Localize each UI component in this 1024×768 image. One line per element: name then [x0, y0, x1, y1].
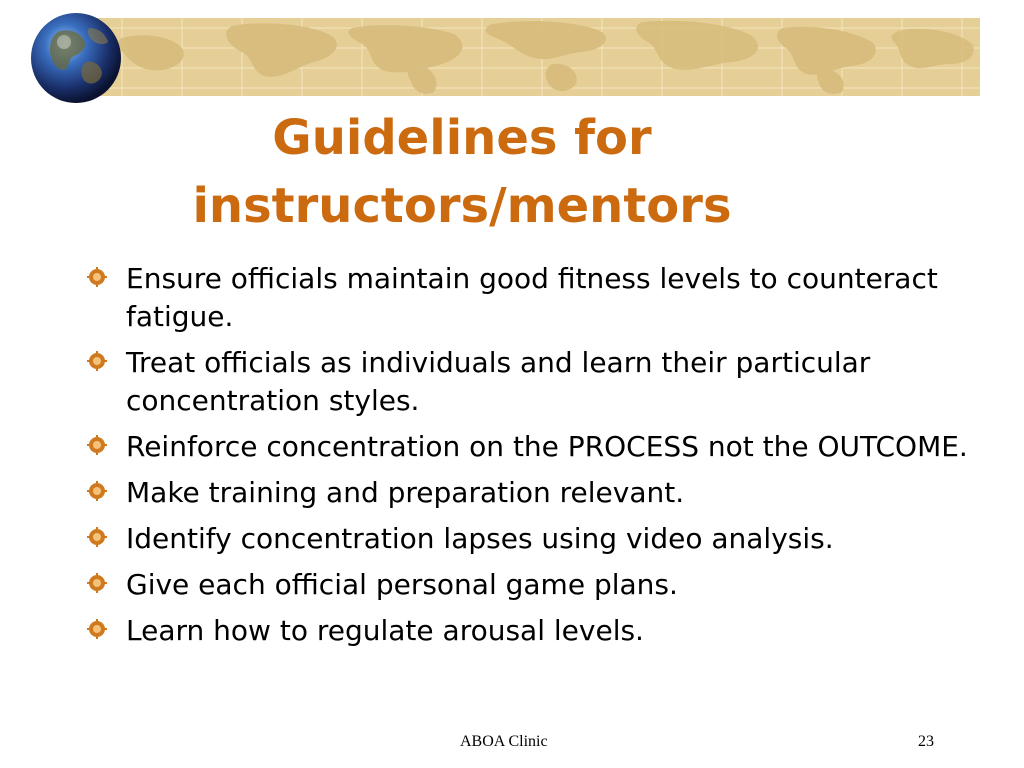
bullet-text: Make training and preparation relevant. — [126, 476, 685, 509]
slide-title-line2: instructors/mentors — [192, 178, 732, 234]
bullet-text: Give each official personal game plans. — [126, 568, 678, 601]
bullet-text: Reinforce concentration on the PROCESS not the OUTCOME. — [126, 430, 968, 463]
gear-bullet-icon — [86, 350, 108, 372]
bullet-item — [86, 612, 986, 650]
bullet-item — [86, 260, 986, 336]
bullet-item — [86, 474, 986, 512]
bullet-item — [86, 428, 986, 466]
page-number: 23 — [918, 733, 934, 750]
bullet-item — [86, 344, 986, 420]
gear-bullet-icon — [86, 266, 108, 288]
world-map-banner — [82, 18, 980, 96]
gear-bullet-icon — [86, 480, 108, 502]
bullet-item — [86, 520, 986, 558]
bullet-text: Ensure officials maintain good fitness levels to counteract fatigue. — [126, 262, 938, 333]
gear-bullet-icon — [86, 434, 108, 456]
bullet-list — [86, 260, 986, 658]
bullet-text: Learn how to regulate arousal levels. — [126, 614, 644, 647]
gear-bullet-icon — [86, 526, 108, 548]
gear-bullet-icon — [86, 572, 108, 594]
globe-icon — [28, 10, 124, 106]
footer-text: ABOA Clinic — [460, 733, 548, 750]
slide-title-line1: Guidelines for — [272, 110, 652, 166]
gear-bullet-icon — [86, 618, 108, 640]
bullet-text: Treat officials as individuals and learn their particular concentration styles. — [126, 346, 871, 417]
bullet-item — [86, 566, 986, 604]
world-map-graphic — [82, 18, 980, 96]
bullet-text: Identify concentration lapses using video analysis. — [126, 522, 834, 555]
slide-title — [100, 104, 824, 240]
